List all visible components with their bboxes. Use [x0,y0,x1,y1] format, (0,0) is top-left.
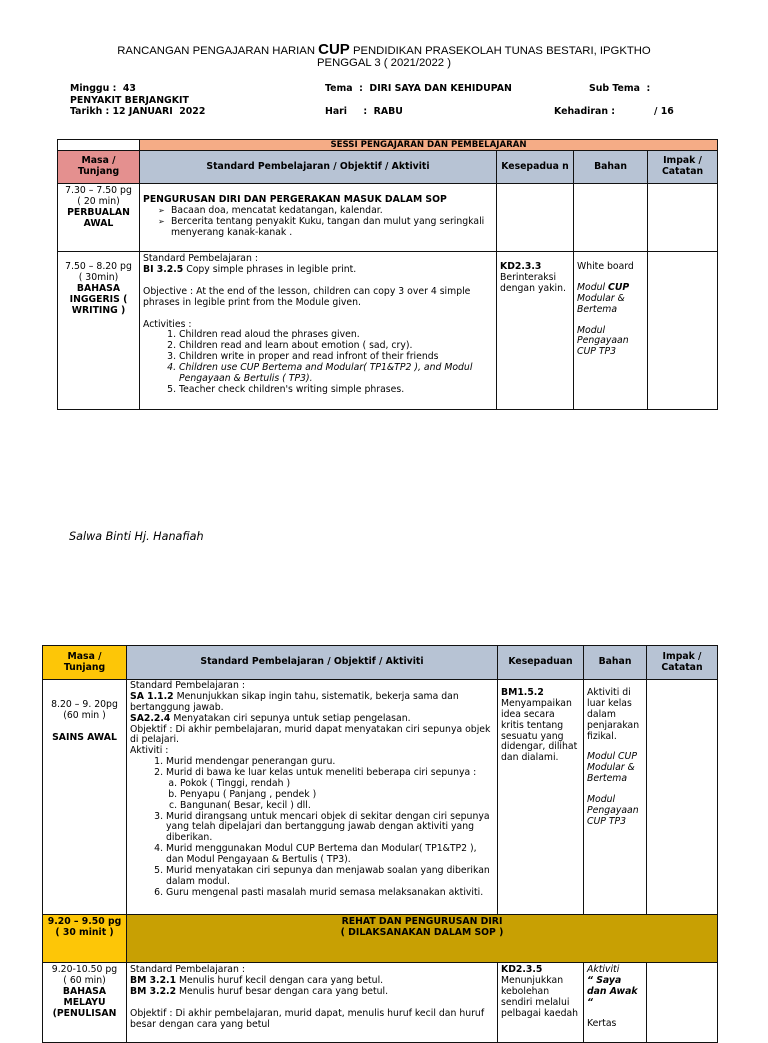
row-subject: PERBUALAN AWAL [67,206,130,229]
header-kesepaduan: Kesepaduan [498,646,584,680]
rehat-title: REHAT DAN PENGURUSAN DIRI [341,916,503,927]
kd-code: KD2.3.3 [500,261,542,272]
row-title: PENGURUSAN DIRI DAN PERGERAKAN MASUK DALAM SOP [143,194,447,205]
plan-title-pre: RANCANGAN PENGAJARAN HARIAN [117,45,319,57]
teacher-signature: Salwa Binti Hj. Hanafiah [69,530,204,543]
sp-text: Copy simple phrases in legible print. [183,263,357,275]
row-time: 7.50 – 8.20 pg [65,261,132,272]
row-subject: BAHASA INGGERIS ( WRITING ) [69,282,128,316]
row-time: 7.30 – 7.50 pg [65,185,132,196]
row-time: 8.20 – 9. 20pg [51,699,118,710]
bahan-item: Modul Pengayaan CUP TP3 [587,794,639,827]
sessi-title: SESSI PENGAJARAN DAN PEMBELAJARAN [140,140,718,151]
bahan-cell [574,184,648,252]
header-impak: Impak / Catatan [647,646,718,680]
header-bahan: Bahan [584,646,647,680]
list-item: 1. Children read aloud the phrases given. [179,330,493,341]
header-masa: Masa / Tunjang [58,151,140,184]
row-duration: ( 60 min) [63,974,106,986]
lesson-table-1 [57,139,718,410]
list-item: 5. Murid menyatakan ciri sepunya dan menjawab soalan yang diberikan dalam modul. [166,866,494,888]
masa-cell [58,252,140,410]
bahan-item: Modul CUP Modular & Bertema [587,751,637,785]
sp-line [130,987,494,998]
meta-tema: Tema : DIRI SAYA DAN KEHIDUPAN [325,83,512,94]
list-item: ➢ Bercerita tentang penyakit Kuku, tangan dan mulut yang seringkali menyerang kanak-kanak . [158,217,493,239]
kd-code: KD2.3.5 [501,964,543,975]
meta-minggu: Minggu : 43 [70,83,136,94]
meta-kehadiran-label: Kehadiran : [554,106,616,117]
row-duration: (60 min ) [63,709,106,721]
standard-cell [140,252,497,410]
bahan-cell [584,963,647,1043]
impak-cell [647,963,718,1043]
row-time: 9.20 – 9.50 pg [47,916,122,927]
sp-text: Menulis huruf besar dengan cara yang betul. [176,985,389,997]
row-duration: ( 30min) [78,271,119,283]
row-subject: BAHASA MELAYU (PENULISAN [52,985,117,1019]
sp-code: BM 3.2.2 [130,985,177,997]
row-duration: ( 30 minit ) [55,926,114,938]
table-row [43,963,718,1043]
bahan-cell [584,680,647,915]
list-item: 3. Murid dirangsang untuk mencari objek di sekitar dengan ciri sepunya yang telah dipelajari dan bertanggung jawab dengan aktiviti yang diberikan. [166,812,494,845]
meta-tarikh: Tarikh : 12 JANUARI 2022 [70,106,206,117]
bahan-item-pre: Modul [577,281,609,293]
sp-text: Menunjukkan sikap ingin tahu, sistematik, bekerja sama dan bertanggung jawab. [130,690,459,713]
rehat-cell [127,915,718,963]
sp-code: BI 3.2.5 [143,263,184,275]
list-item-text: Murid di bawa ke luar kelas untuk meneliti beberapa ciri sepunya : [166,767,477,778]
header-kesepaduan: Kesepadua n [497,151,574,184]
kd-text: Berinteraksi dengan yakin. [500,271,566,294]
bahan-item-post: Modular & Bertema [577,292,625,315]
sub-item: a. Pokok ( Tinggi, rendah ) [180,779,494,790]
bahan-item-bold: CUP [608,281,630,293]
table-row [58,184,718,252]
activities-label: Activities : [143,318,192,330]
bahan-item: Modul Pengayaan CUP TP3 [577,324,629,358]
sp-code: SA2.2.4 [130,712,171,724]
plan-title-post: PENDIDIKAN PRASEKOLAH TUNAS BESTARI, IPGKTHO [349,45,651,57]
bahan-item: “ Saya dan Awak “ [587,974,638,1008]
standard-cell [127,963,498,1043]
masa-cell [58,184,140,252]
row-duration: ( 20 min) [77,195,120,207]
meta-kehadiran-value: / 16 [654,106,674,117]
meta-hari: Hari : RABU [325,106,403,117]
list-item: 5. Teacher check children's writing simple phrases. [179,385,493,396]
table-row [58,252,718,410]
kesepaduan-cell [498,963,584,1043]
objektif-text: Objektif : Di akhir pembelajaran, murid dapat, menulis huruf kecil dan huruf besar dengan cara yang betul [130,1007,485,1030]
rehat-masa-cell [43,915,127,963]
row-list [143,206,493,239]
list-item: ➢ Bacaan doa, mencatat kedatangan, kalendar. [158,206,493,217]
header-bahan: Bahan [574,151,648,184]
sp-label: Standard Pembelajaran : [130,964,245,975]
kd-code: BM1.5.2 [501,687,544,698]
header-standard: Standard Pembelajaran / Objektif / Aktiviti [140,151,497,184]
standard-cell [127,680,498,915]
list-item [166,768,494,812]
list-item: 2. Children read and learn about emotion ( sad, cry). [179,341,493,352]
impak-cell [648,184,718,252]
bahan-item [577,283,644,316]
sub-list [166,779,494,812]
aktiviti-label: Aktiviti : [130,745,169,757]
plan-term: PENGGAL 3 ( 2021/2022 ) [317,57,451,69]
sp-line [130,692,494,714]
impak-cell [647,680,718,915]
kesepaduan-cell [497,252,574,410]
bahan-item: Aktiviti [587,964,620,975]
kesepaduan-cell [497,184,574,252]
bahan-item: Aktiviti di luar kelas dalam penjarakan fizikal. [587,687,640,742]
table-row [43,680,718,915]
sp-code: SA 1.1.2 [130,690,174,702]
kd-text: Menunjukkan kebolehan sendiri melalui pelbagai kaedah [501,974,579,1019]
meta-penyakit: PENYAKIT BERJANGKIT [70,95,189,106]
list-item: 3. Children write in proper and read infront of their friends [179,352,493,363]
standard-cell [140,184,497,252]
objective-text: Objective : At the end of the lesson, children can copy 3 over 4 simple phrases in legible print from the Module given. [143,285,471,308]
meta-subtema: Sub Tema : [589,83,651,94]
sub-item: b. Penyapu ( Panjang , pendek ) [180,790,494,801]
activities-list [143,330,493,395]
impak-cell [648,252,718,410]
header-masa: Masa / Tunjang [43,646,127,680]
kesepaduan-cell [498,680,584,915]
list-item: 4. Children use CUP Bertema and Modular( TP1&TP2 ), and Modul Pengayaan & Bertulis ( TP3). [179,363,493,385]
sp-code: BM 3.2.1 [130,974,177,986]
sp-label: Standard Pembelajaran : [143,253,258,264]
sp-text: Menulis huruf kecil dengan cara yang betul. [176,974,384,986]
sp-line [130,714,494,725]
objektif-text: Objektif : Di akhir pembelajaran, murid dapat menyatakan ciri sepunya objek di pelajari. [130,723,491,746]
row-time: 9.20-10.50 pg [51,964,118,975]
rehat-subtitle: ( DILAKSANAKAN DALAM SOP ) [340,926,504,938]
aktiviti-list [130,757,494,898]
list-item: 1. Murid mendengar penerangan guru. [166,757,494,768]
masa-cell [43,680,127,915]
header-impak: Impak / Catatan [648,151,718,184]
plan-title [0,41,768,59]
header-standard: Standard Pembelajaran / Objektif / Aktiviti [127,646,498,680]
row-subject: SAINS AWAL [52,731,117,743]
sp-line [143,265,493,276]
bahan-item: Kertas [587,1017,617,1029]
masa-cell [43,963,127,1043]
bahan-cell [574,252,648,410]
plan-title-cup: CUP [318,41,350,58]
kd-text: Menyampaikan idea secara kritis tentang sesuatu yang didengar, dilihat dan dialami. [501,697,578,764]
sp-label: Standard Pembelajaran : [130,680,245,691]
table-row [43,915,718,963]
sub-item: c. Bangunan( Besar, kecil ) dll. [180,801,494,812]
list-item: 4. Murid menggunakan Modul CUP Bertema dan Modular( TP1&TP2 ), dan Modul Pengayaan & Bertulis ( TP3). [166,844,494,866]
lesson-table-2 [42,645,718,1043]
list-item: 6. Guru mengenal pasti masalah murid semasa melaksanakan aktiviti. [166,888,494,899]
bahan-item: White board [577,261,634,272]
sp-text: Menyatakan ciri sepunya untuk setiap pengelasan. [170,712,411,724]
